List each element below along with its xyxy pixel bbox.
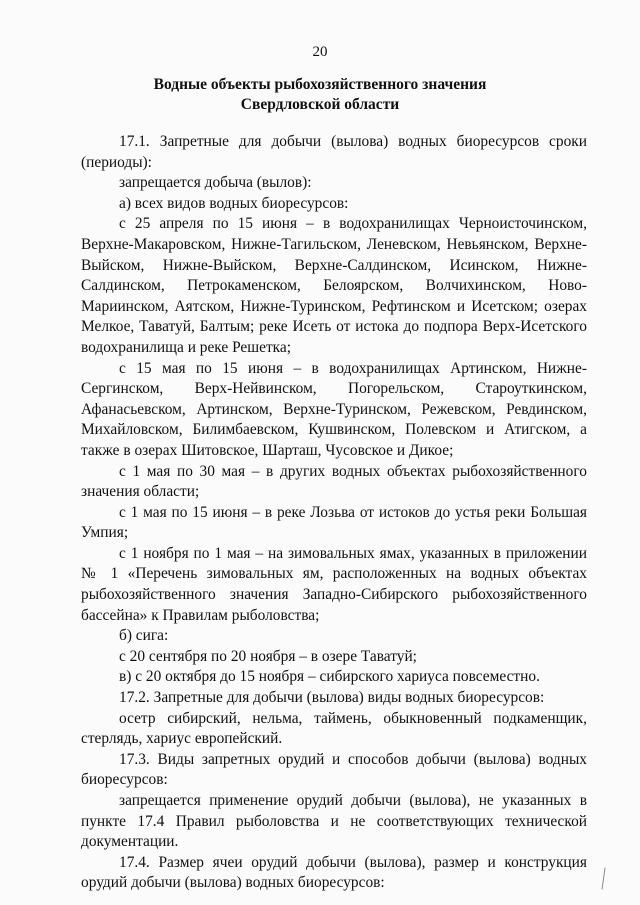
paragraph-17-4: 17.4. Размер ячеи орудий добычи (вылова), размер и конструкция орудий добычи (вылова) водных биоресурсов: [81, 853, 587, 892]
paragraph-a-all-species: а) всех видов водных биоресурсов: [119, 194, 349, 212]
section-title-line-1: Водные объекты рыбохозяйственного значения [153, 76, 487, 93]
paragraph-17-2: 17.2. Запретные для добычи (вылова) виды водных биоресурсов: [119, 689, 545, 707]
paragraph-species-list: осетр сибирский, нельма, таймень, обыкновенный подкаменщик, стерлядь, хариус европейский. [81, 709, 587, 748]
page-number: 20 [312, 44, 328, 60]
paragraph-b-whitefish: б) сига: [119, 627, 169, 645]
paragraph-sep20-nov20: с 20 сентября по 20 ноября – в озере Таватуй; [119, 647, 417, 665]
paragraph-nov1-may1: с 1 ноября по 1 мая – на зимовальных ямах, указанных в приложении № 1 «Перечень зимовальных ям, расположенных на водных объектах рыбохозяйственного значения Западно-Сибирского рыбохозяйственного бассейна» к Правилам рыболовства; [81, 544, 587, 624]
paragraph-apr25-jun15: с 25 апреля по 15 июня – в водохранилищах Черноисточинском, Верхне-Макаровском, Нижне-Тагильском, Леневском, Невьянском, Верхне-Выйском, Нижне-Выйском, Верхне-Салдинском, Исинском, Нижне-Салдинском, Петрокаменском, Белоярском, Волчихинском, Ново-Мариинском, Аятском, Нижне-Туринском, Рефтинском и Исетском; озерах Мелкое, Таватуй, Балтым; реке Исеть от истока до подпора Верх-Исетского водохранилища и реке Решетка; [81, 215, 587, 356]
paragraph-17-3: 17.3. Виды запретных орудий и способов добычи (вылова) водных биоресурсов: [81, 750, 587, 789]
paragraph-17-1: 17.1. Запретные для добычи (вылова) водных биоресурсов сроки (периоды): [81, 133, 587, 171]
document-body [81, 132, 587, 894]
section-title [0, 75, 640, 115]
paragraph-prohibited: запрещается добыча (вылов): [119, 174, 312, 192]
scan-mark [602, 868, 612, 891]
paragraph-may15-jun15: с 15 мая по 15 июня – в водохранилищах Артинском, Нижне-Сергинском, Верх-Нейвинском, Погорельском, Староуткинском, Афанасьевском, Артинском, Верхне-Туринском, Режевском, Ревдинском, Михайловском, Билимбаевском, Кушвинском, Полевском и Атигском, а также в озерах Шитовское, Шарташ, Чусовское и Дикое; [81, 359, 587, 459]
paragraph-may1-may30: с 1 мая по 30 мая – в других водных объектах рыбохозяйственного значения области; [81, 462, 587, 501]
paragraph-gear-prohibited: запрещается применение орудий добычи (вылова), не указанных в пункте 17.4 Правил рыболовства и не соответствующих технической документации. [81, 792, 587, 851]
paragraph-may1-jun15-lozva: с 1 мая по 15 июня – в реке Лозьва от истоков до устья реки Большая Умпия; [81, 503, 587, 542]
section-title-line-2: Свердловской области [240, 96, 400, 113]
paragraph-c-grayling: в) с 20 октября до 15 ноября – сибирского хариуса повсеместно. [119, 668, 540, 686]
